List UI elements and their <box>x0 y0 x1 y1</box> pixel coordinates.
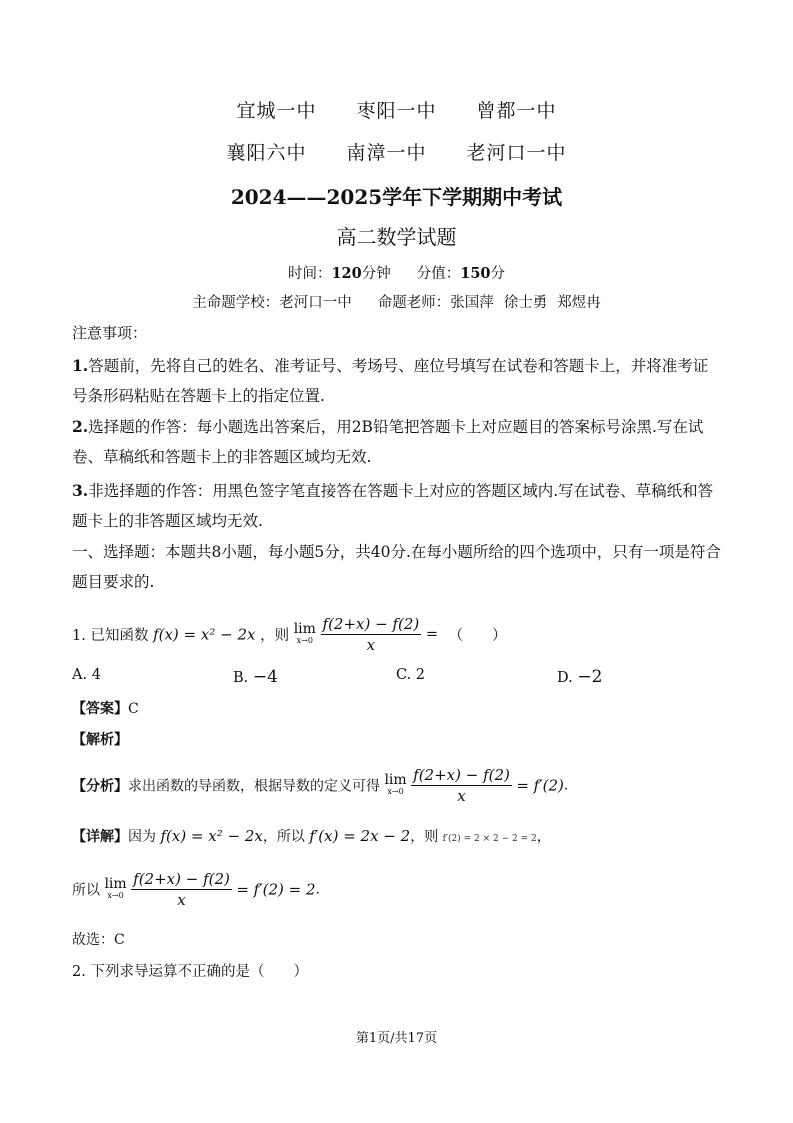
fraction-denominator: x <box>177 891 186 909</box>
fraction-denominator: x <box>457 787 466 805</box>
answer-blank: （ ） <box>448 628 507 644</box>
answer-line <box>72 698 139 718</box>
subject-title: 高二数学试题 <box>336 225 457 249</box>
suoyi-line: 所以 lim x→0 $\frac{f(2+x) - f(2)}{x}$ = f′(2) = 2. <box>72 870 320 909</box>
author-school: 主命题学校：老河口一中 <box>192 295 352 311</box>
exam-meta <box>0 262 793 283</box>
notice-num: 1. <box>72 356 89 375</box>
notice-text: 选择题的作答：每小题选出答案后，用2B铅笔把答题卡上对应题目的答案标号涂黑.写在试卷、草稿纸和答题卡上的非答题区域均无效. <box>72 418 704 466</box>
xiangjie-derivative: f′(x) = 2x − 2 <box>309 827 411 845</box>
author-teacher-2: 徐士勇 <box>503 295 548 311</box>
lim-sub: x→0 <box>387 786 404 796</box>
limit-operator <box>384 771 407 798</box>
xiangjie-value: f′(2) = 2 × 2 − 2 = 2 <box>442 834 537 844</box>
fenxi-text: 求出函数的导函数，根据导数的定义可得 <box>128 778 380 795</box>
author-teacher-1: 命题老师：张国萍 <box>377 295 494 311</box>
option-value: −2 <box>577 667 603 687</box>
limit-fraction <box>411 766 512 805</box>
fenxi-line: 【分析】求出函数的导函数，根据导数的定义可得 lim x→0 $\frac{f(2+x) - f(2)}{x}$ = f′(2). <box>72 766 569 805</box>
option-b <box>233 667 278 687</box>
time-unit: 分钟 <box>361 266 391 282</box>
school-name: 南漳一中 <box>346 142 427 164</box>
option-label: B. <box>233 670 249 686</box>
notice-item-1 <box>72 351 722 411</box>
author-line <box>0 291 793 312</box>
school-name: 襄阳六中 <box>226 142 307 164</box>
suoyi-text: 所以 <box>72 882 100 899</box>
option-label: D. <box>557 670 573 686</box>
fraction-numerator: f(2+x) − f(2) <box>133 870 230 888</box>
school-name: 枣阳一中 <box>356 100 437 122</box>
q1-function: f(x) = x² − 2x <box>153 625 256 644</box>
equals-sign: = <box>425 626 439 643</box>
option-c: C. 2 <box>396 667 426 683</box>
limit-operator <box>293 620 316 647</box>
school-name: 曾都一中 <box>476 100 557 122</box>
notice-item-2 <box>72 412 722 472</box>
page-footer: 第1页/共17页 <box>355 1031 438 1046</box>
lim-text: lim <box>384 771 407 788</box>
answer-tag: 【答案】 <box>72 701 128 717</box>
fraction-numerator: f(2+x) − f(2) <box>413 766 510 784</box>
limit-fraction <box>131 870 232 909</box>
suoyi-rhs: = f′(2) = 2 <box>236 880 316 899</box>
notice-item-3 <box>72 476 722 536</box>
notice-text: 答题前，先将自己的姓名、准考证号、考场号、座位号填写在试卷和答题卡上，并将准考证号条形码粘贴在答题卡上的指定位置. <box>72 357 709 405</box>
school-name: 老河口一中 <box>466 142 567 164</box>
xiangjie-text: ，所以 <box>262 829 305 845</box>
q1-prefix: 1. 已知函数 <box>72 628 149 644</box>
time-value: 120 <box>331 265 362 282</box>
limit-operator <box>104 875 127 902</box>
question-2: 2. 下列求导运算不正确的是（ ） <box>72 964 308 980</box>
analysis-tag-text: 【解析】 <box>72 732 128 748</box>
fenxi-tag: 【分析】 <box>72 778 128 795</box>
school-row-2 <box>0 138 793 165</box>
lim-text: lim <box>293 620 316 637</box>
q1-mid: ，则 <box>260 628 290 644</box>
score-label: 分值： <box>416 266 461 282</box>
notice-title: 注意事项： <box>72 324 148 342</box>
limit-fraction <box>321 615 422 654</box>
xiangjie-line <box>72 826 551 846</box>
lim-sub: x→0 <box>107 890 124 900</box>
time-label: 时间： <box>287 266 332 282</box>
analysis-tag <box>72 729 128 749</box>
score-unit: 分 <box>490 266 506 282</box>
notice-text: 非选择题的作答：用黑色签字笔直接答在答题卡上对应的答题区域内.写在试卷、草稿纸和答题卡上的非答题区域均无效. <box>72 482 714 530</box>
score-value: 150 <box>460 265 491 282</box>
school-name: 宜城一中 <box>236 100 317 122</box>
school-row-1 <box>0 96 793 123</box>
xiangjie-text: ， <box>536 829 551 845</box>
notice-num: 2. <box>72 417 89 436</box>
lim-sub: x→0 <box>296 635 313 645</box>
fraction-denominator: x <box>366 636 376 654</box>
fraction-numerator: f(2+x) − f(2) <box>322 615 420 633</box>
option-d <box>557 667 602 687</box>
xiangjie-tag: 【详解】 <box>72 829 128 845</box>
exam-title: 2024——2025学年下学期期中考试 <box>230 185 563 209</box>
guxuan-line: 故选：C <box>72 932 125 948</box>
xiangjie-function: f(x) = x² − 2x <box>160 827 263 845</box>
section-intro: 一、选择题：本题共8小题，每小题5分，共40分.在每小题所给的四个选项中，只有一项是符合题目要求的. <box>72 543 721 591</box>
xiangjie-text: ，则 <box>410 829 439 845</box>
option-a: A. 4 <box>72 667 101 683</box>
answer-value: C <box>128 701 139 717</box>
option-value: −4 <box>252 667 278 687</box>
question-1 <box>72 615 507 654</box>
author-teacher-3: 郑煜冉 <box>557 295 601 311</box>
lim-text: lim <box>104 875 127 892</box>
fenxi-rhs: = f′(2) <box>516 776 564 795</box>
xiangjie-text: 因为 <box>128 829 156 845</box>
notice-num: 3. <box>72 481 89 500</box>
